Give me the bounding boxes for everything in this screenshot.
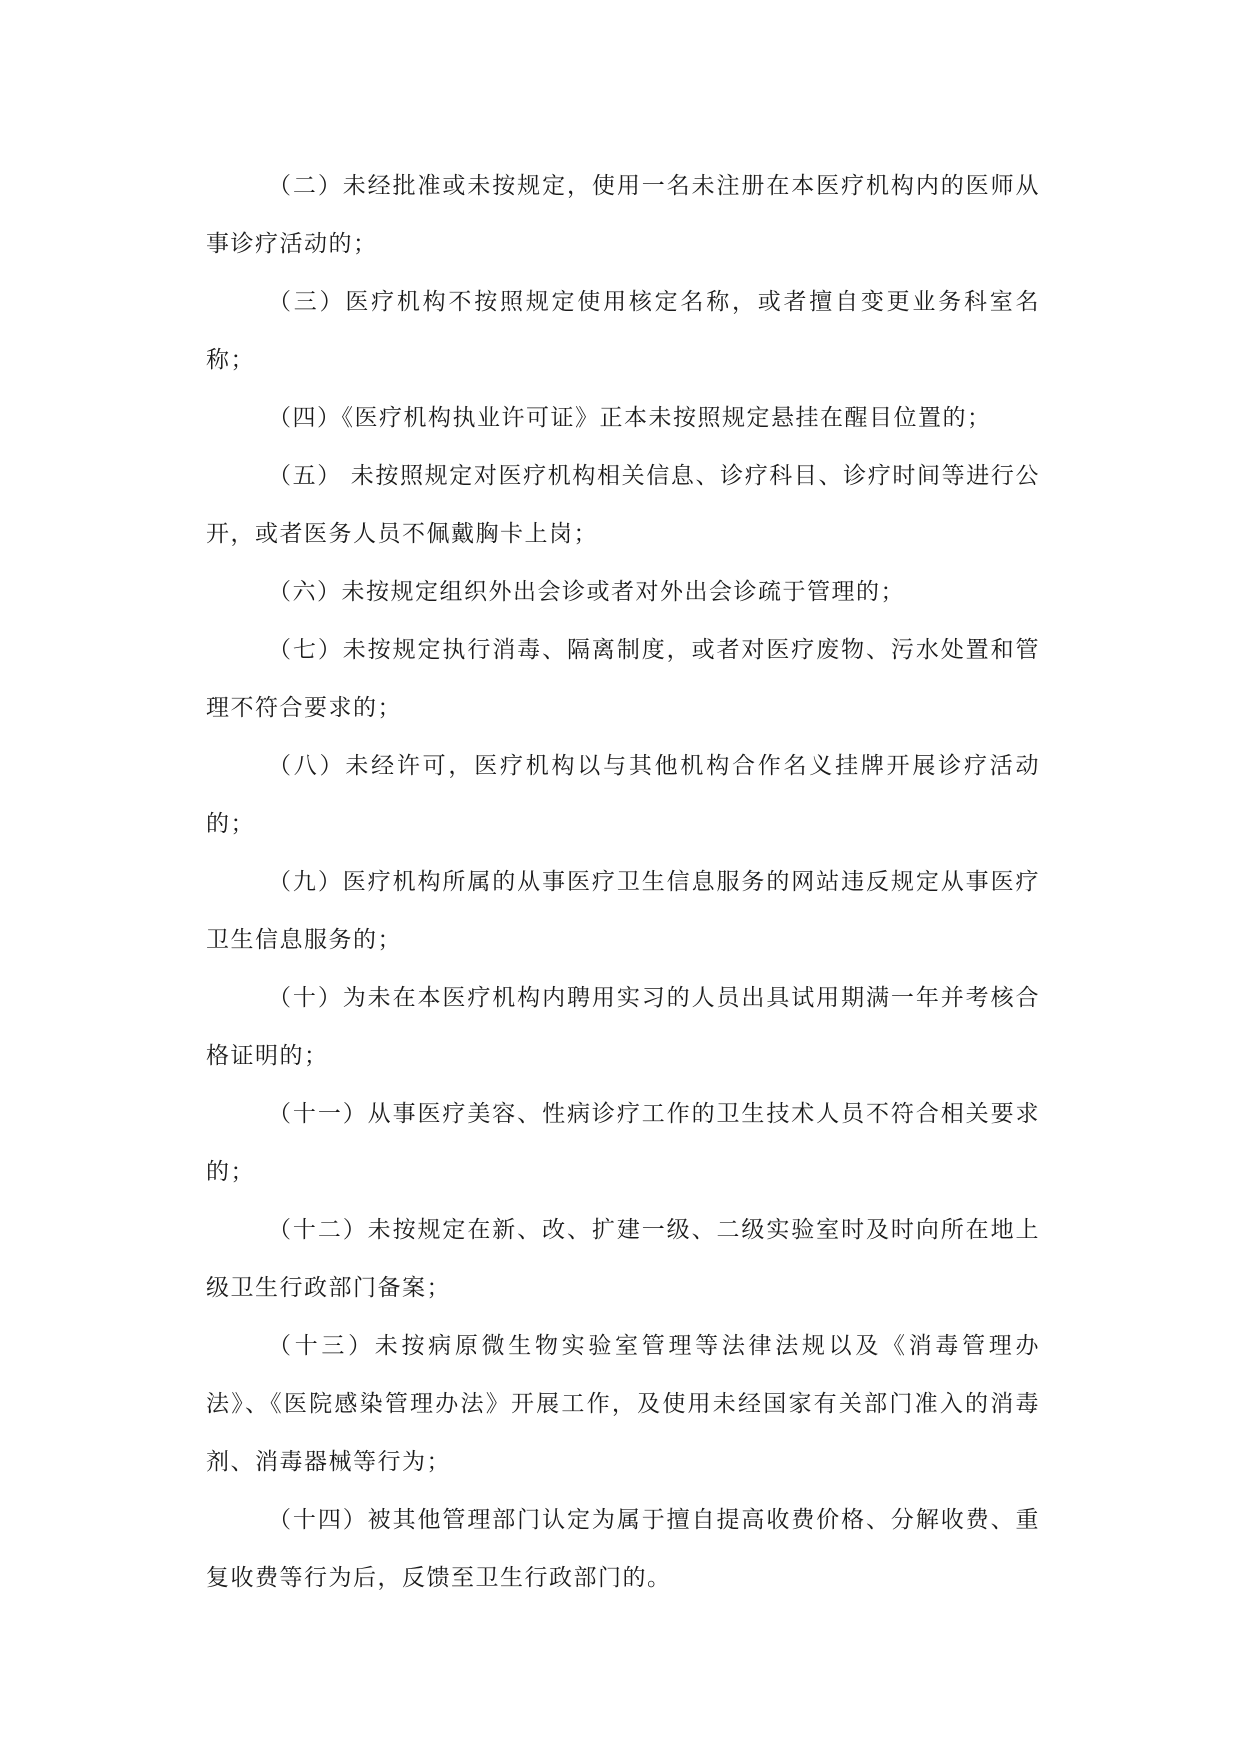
- paragraph-item-11: （十一）从事医疗美容、性病诊疗工作的卫生技术人员不符合相关要求的；: [206, 1101, 1040, 1185]
- paragraph-item-14: （十四）被其他管理部门认定为属于擅自提高收费价格、分解收费、重复收费等行为后，反馈至卫生行政部门的。: [206, 1507, 1040, 1591]
- paragraph-item-6: （六）未按规定组织外出会诊或者对外出会诊疏于管理的；: [268, 579, 905, 605]
- paragraph-item-12: （十二）未按规定在新、改、扩建一级、二级实验室时及时向所在地上级卫生行政部门备案；: [206, 1217, 1040, 1301]
- paragraph-item-5: （五） 未按照规定对医疗机构相关信息、诊疗科目、诊疗时间等进行公开，或者医务人员不佩戴胸卡上岗；: [206, 463, 1040, 547]
- paragraph-item-7: （七）未按规定执行消毒、隔离制度，或者对医疗废物、污水处置和管理不符合要求的；: [206, 637, 1040, 721]
- paragraph-item-10: （十）为未在本医疗机构内聘用实习的人员出具试用期满一年并考核合格证明的；: [206, 985, 1040, 1069]
- paragraph-item-4: （四）《医疗机构执业许可证》正本未按照规定悬挂在醒目位置的；: [268, 405, 992, 431]
- paragraph-item-8: （八）未经许可，医疗机构以与其他机构合作名义挂牌开展诊疗活动的；: [206, 753, 1040, 837]
- paragraph-item-2: （二）未经批准或未按规定，使用一名未注册在本医疗机构内的医师从事诊疗活动的；: [206, 173, 1040, 257]
- paragraph-item-9: （九）医疗机构所属的从事医疗卫生信息服务的网站违反规定从事医疗卫生信息服务的；: [206, 869, 1040, 953]
- paragraph-item-13: （十三）未按病原微生物实验室管理等法律法规以及《消毒管理办法》、《医院感染管理办法》开展工作，及使用未经国家有关部门准入的消毒剂、消毒器械等行为；: [206, 1333, 1040, 1475]
- paragraph-item-3: （三）医疗机构不按照规定使用核定名称，或者擅自变更业务科室名称；: [206, 289, 1040, 373]
- document-body: [206, 157, 1040, 1607]
